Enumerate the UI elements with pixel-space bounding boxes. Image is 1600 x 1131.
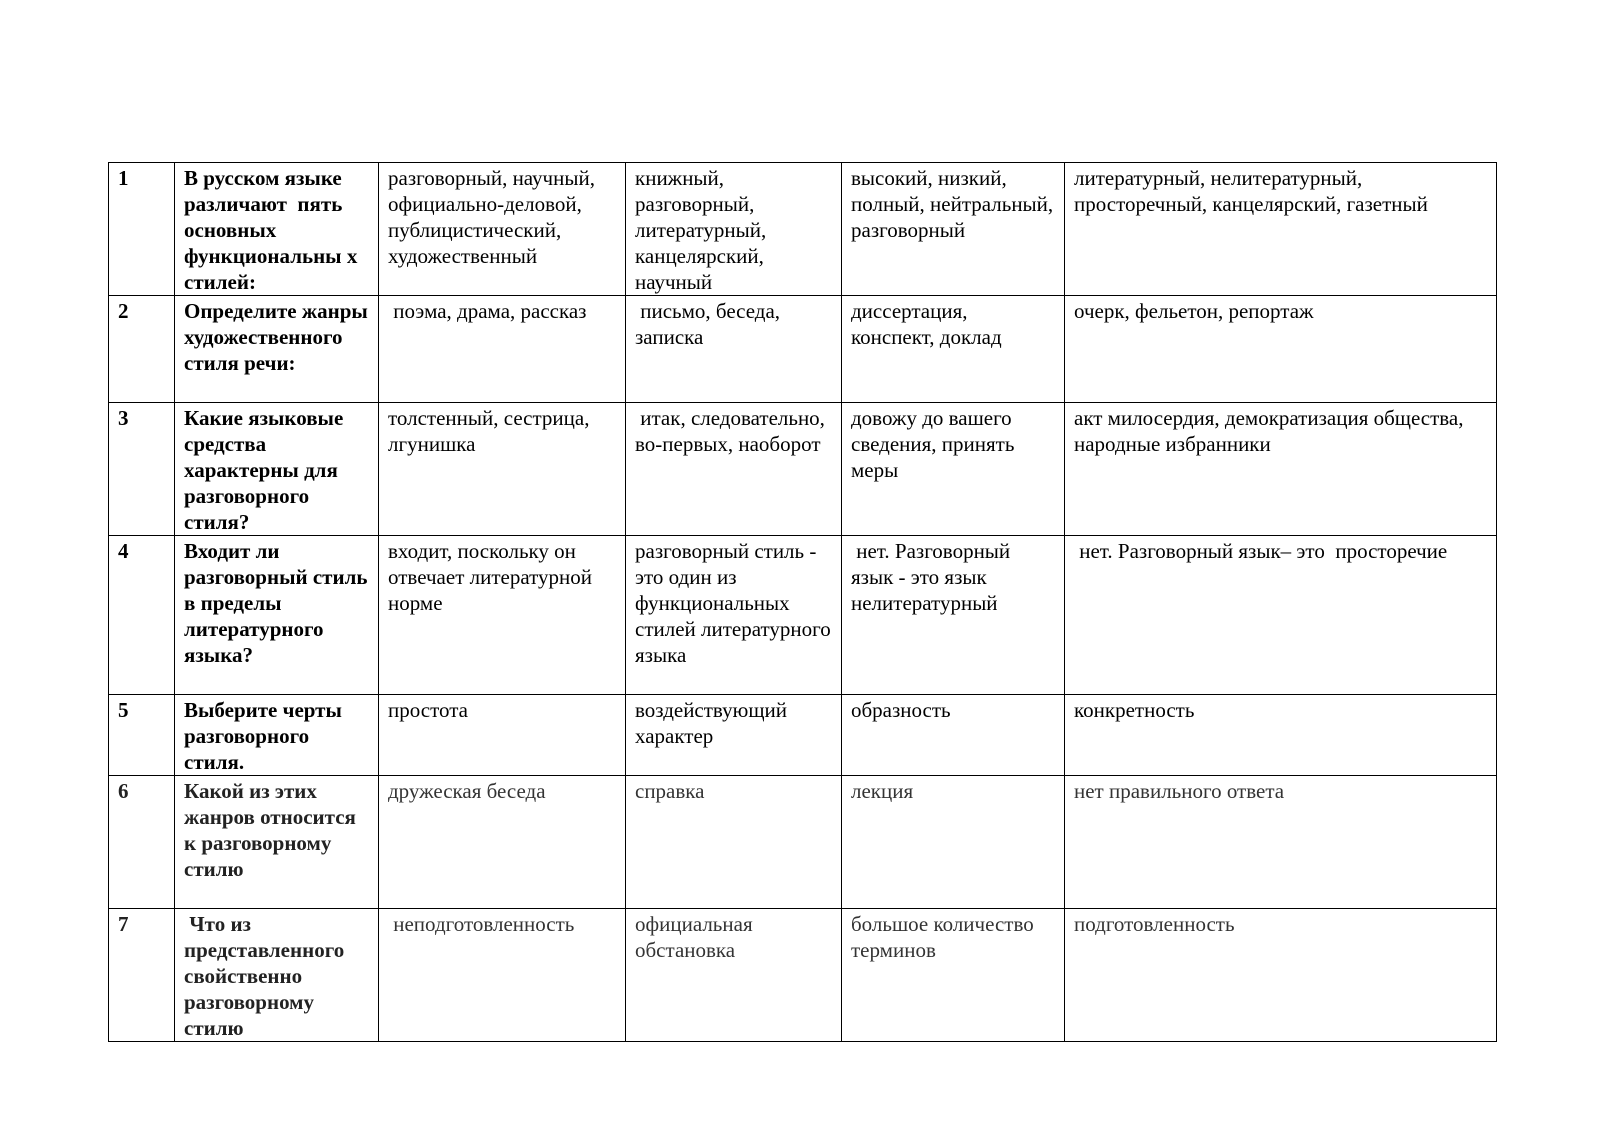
question-text: Входит ли разговорный стиль в пределы литературного языка? bbox=[175, 536, 379, 695]
table-row bbox=[109, 536, 1497, 695]
question-number: 5 bbox=[109, 695, 175, 776]
table-row bbox=[109, 695, 1497, 776]
answer-option-2: разговорный стиль - это один из функциональных стилей литературного языка bbox=[626, 536, 842, 695]
question-number: 6 bbox=[109, 776, 175, 909]
table-row bbox=[109, 909, 1497, 1042]
answer-option-3: большое количество терминов bbox=[842, 909, 1065, 1042]
table-row bbox=[109, 776, 1497, 909]
question-number: 7 bbox=[109, 909, 175, 1042]
answer-option-1: толстенный, сестрица, лгунишка bbox=[379, 403, 626, 536]
question-number: 1 bbox=[109, 163, 175, 296]
answer-option-2: итак, следовательно, во-первых, наоборот bbox=[626, 403, 842, 536]
question-text: Определите жанры художественного стиля речи: bbox=[175, 296, 379, 403]
question-number: 2 bbox=[109, 296, 175, 403]
answer-option-2: книжный, разговорный, литературный, канцелярский, научный bbox=[626, 163, 842, 296]
answer-option-4: нет правильного ответа bbox=[1065, 776, 1497, 909]
question-text: Что из представленного свойственно разговорному стилю bbox=[175, 909, 379, 1042]
answer-option-4: конкретность bbox=[1065, 695, 1497, 776]
answer-option-3: лекция bbox=[842, 776, 1065, 909]
answer-option-3: нет. Разговорный язык - это язык нелитературный bbox=[842, 536, 1065, 695]
answer-option-1: неподготовленность bbox=[379, 909, 626, 1042]
question-number: 3 bbox=[109, 403, 175, 536]
answer-option-1: дружеская беседа bbox=[379, 776, 626, 909]
answer-option-4: литературный, нелитературный, просторечный, канцелярский, газетный bbox=[1065, 163, 1497, 296]
answer-option-3: диссертация, конспект, доклад bbox=[842, 296, 1065, 403]
answer-option-4: нет. Разговорный язык– это просторечие bbox=[1065, 536, 1497, 695]
answer-option-1: разговорный, научный, официально-деловой, публицистический, художественный bbox=[379, 163, 626, 296]
answer-option-2: официальная обстановка bbox=[626, 909, 842, 1042]
table-row bbox=[109, 163, 1497, 296]
answer-option-2: справка bbox=[626, 776, 842, 909]
question-text: Какие языковые средства характерны для разговорного стиля? bbox=[175, 403, 379, 536]
table-row bbox=[109, 403, 1497, 536]
question-number: 4 bbox=[109, 536, 175, 695]
answer-option-1: поэма, драма, рассказ bbox=[379, 296, 626, 403]
question-text: Какой из этих жанров относится к разговорному стилю bbox=[175, 776, 379, 909]
answer-option-4: очерк, фельетон, репортаж bbox=[1065, 296, 1497, 403]
answer-option-3: высокий, низкий, полный, нейтральный, разговорный bbox=[842, 163, 1065, 296]
answer-option-3: довожу до вашего сведения, принять меры bbox=[842, 403, 1065, 536]
question-text: В русском языке различают пять основных функциональны х стилей: bbox=[175, 163, 379, 296]
answer-option-3: образность bbox=[842, 695, 1065, 776]
answer-option-4: акт милосердия, демократизация общества, народные избранники bbox=[1065, 403, 1497, 536]
answer-option-4: подготовленность bbox=[1065, 909, 1497, 1042]
answer-option-1: простота bbox=[379, 695, 626, 776]
answer-option-1: входит, поскольку он отвечает литературной норме bbox=[379, 536, 626, 695]
quiz-table bbox=[108, 162, 1497, 1042]
question-text: Выберите черты разговорного стиля. bbox=[175, 695, 379, 776]
table-row bbox=[109, 296, 1497, 403]
answer-option-2: воздействующий характер bbox=[626, 695, 842, 776]
answer-option-2: письмо, беседа, записка bbox=[626, 296, 842, 403]
